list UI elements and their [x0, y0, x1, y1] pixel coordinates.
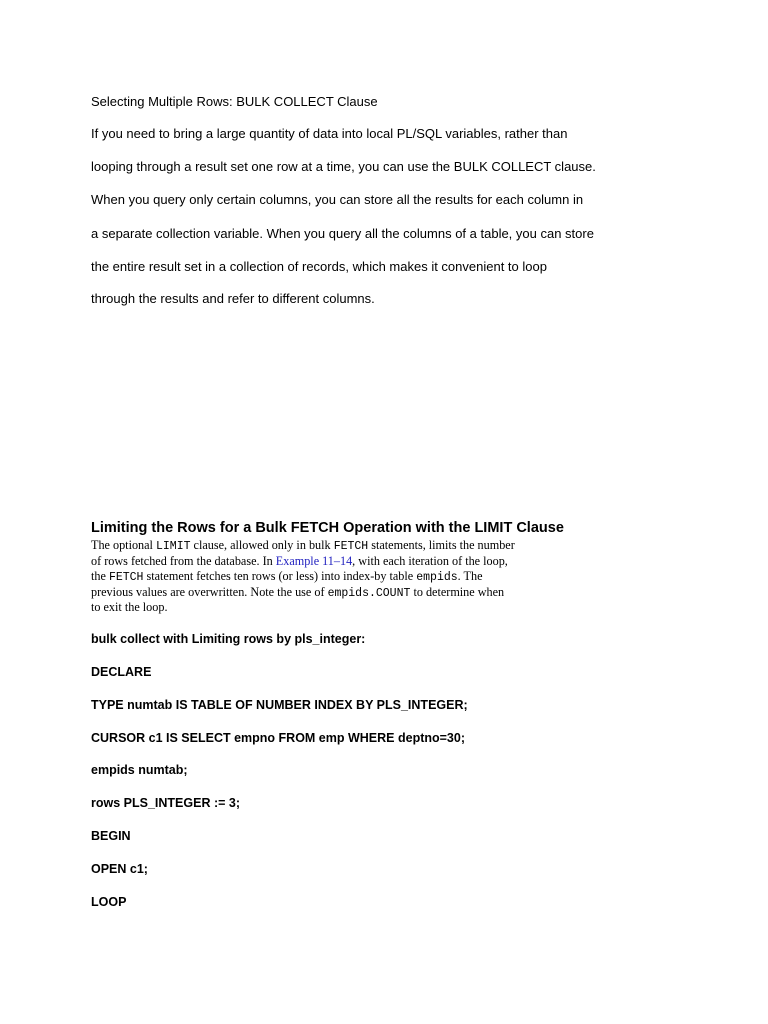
limit-para-line-3 [91, 569, 483, 585]
limit-section-heading: Limiting the Rows for a Bulk FETCH Operation with the LIMIT Clause [91, 520, 564, 536]
intro-line-4: a separate collection variable. When you query all the columns of a table, you can store [91, 226, 594, 241]
code-line-3: CURSOR c1 IS SELECT empno FROM emp WHERE deptno=30; [91, 731, 465, 745]
limit-para-line-5 [91, 600, 168, 615]
intro-line-3: When you query only certain columns, you can store all the results for each column in [91, 192, 584, 207]
code-fetch: FETCH [333, 540, 369, 553]
text-span: of rows fetched from the database. In [91, 554, 276, 568]
intro-line-5: the entire result set in a collection of records, which makes it convenient to loop [91, 259, 547, 274]
limit-para-line-2 [91, 554, 508, 569]
text-span: . The [457, 569, 483, 583]
code-line-7: OPEN c1; [91, 862, 148, 876]
intro-line-6: through the results and refer to different columns. [91, 291, 375, 306]
intro-title: Selecting Multiple Rows: BULK COLLECT Clause [91, 94, 378, 109]
code-line-4: empids numtab; [91, 763, 188, 777]
text-span: The optional [91, 538, 156, 552]
code-line-5: rows PLS_INTEGER := 3; [91, 796, 240, 810]
code-empids: empids [416, 571, 458, 584]
code-line-8: LOOP [91, 895, 127, 909]
text-span: clause, allowed only in bulk [190, 538, 334, 552]
code-limit: LIMIT [155, 540, 191, 553]
text-span: previous values are overwritten. Note the use of [91, 585, 328, 599]
code-section-title: bulk collect with Limiting rows by pls_integer: [91, 632, 366, 646]
text-span: , with each iteration of the loop, [352, 554, 508, 568]
intro-line-2: looping through a result set one row at a time, you can use the BULK COLLECT clause. [91, 159, 596, 174]
limit-para-line-1 [91, 538, 515, 554]
example-link[interactable]: Example 11–14 [275, 554, 353, 568]
limit-para-line-4 [91, 585, 504, 601]
text-span: statement fetches ten rows (or less) into index-by table [143, 569, 417, 583]
text-span: to determine when [410, 585, 505, 599]
code-fetch: FETCH [108, 571, 144, 584]
code-line-6: BEGIN [91, 829, 131, 843]
text-span: the [91, 569, 109, 583]
code-line-2: TYPE numtab IS TABLE OF NUMBER INDEX BY PLS_INTEGER; [91, 698, 468, 712]
code-empids-count: empids.COUNT [327, 587, 411, 600]
text-span: statements, limits the number [368, 538, 515, 552]
intro-line-1: If you need to bring a large quantity of data into local PL/SQL variables, rather than [91, 126, 568, 141]
text-span: to exit the loop. [91, 600, 168, 614]
code-line-1: DECLARE [91, 665, 152, 679]
